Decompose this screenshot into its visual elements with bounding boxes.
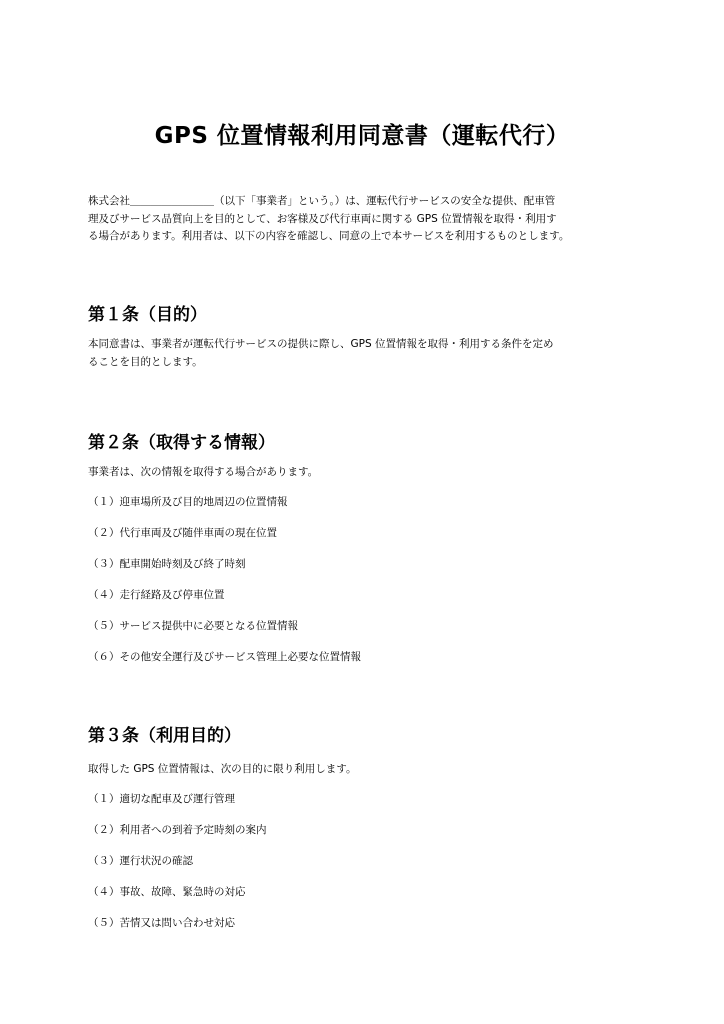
- article1-body: [88, 336, 553, 371]
- intro-paragraph: [88, 193, 569, 246]
- document-title: GPS 位置情報利用同意書（運転代行）: [154, 123, 570, 149]
- article3-heading: 第３条（利用目的）: [88, 726, 241, 746]
- list-item: （２）代行車両及び随伴車両の現在位置: [88, 527, 277, 539]
- intro-line: る場合があります。利用者は、以下の内容を確認し、同意の上で本サービスを利用するものとします。: [88, 230, 570, 242]
- article2-heading: 第２条（取得する情報）: [88, 433, 275, 453]
- article2-list: [88, 495, 361, 681]
- list-item: （５）サービス提供中に必要となる位置情報: [88, 620, 298, 632]
- list-item: （２）利用者への到着予定時刻の案内: [88, 824, 267, 836]
- list-item: （１）適切な配車及び運行管理: [88, 793, 235, 805]
- article1-body-line: ることを目的とします。: [88, 355, 203, 368]
- list-item: （４）事故、故障、緊急時の対応: [88, 886, 246, 898]
- list-item: （１）迎車場所及び目的地周辺の位置情報: [88, 496, 288, 508]
- list-item: （６）その他安全運行及びサービス管理上必要な位置情報: [88, 651, 361, 663]
- list-item: （３）運行状況の確認: [88, 855, 193, 867]
- article3-lead: 取得した GPS 位置情報は、次の目的に限り利用します。: [88, 763, 357, 775]
- article2-lead: 事業者は、次の情報を取得する場合があります。: [88, 466, 319, 478]
- list-item: （３）配車開始時刻及び終了時刻: [88, 558, 246, 570]
- article3-list: [88, 792, 267, 947]
- intro-line: 株式会社＿＿＿＿＿＿＿＿（以下「事業者」という。）は、運転代行サービスの安全な提供、配車管: [88, 195, 556, 207]
- intro-line: 理及びサービス品質向上を目的として、お客様及び代行車両に関する GPS 位置情報を取得・利用す: [88, 212, 557, 225]
- list-item: （４）走行経路及び停車位置: [88, 589, 225, 601]
- article1-heading: 第１条（目的）: [88, 305, 207, 325]
- list-item: （５）苦情又は問い合わせ対応: [88, 917, 235, 929]
- article1-body-line: 本同意書は、事業者が運転代行サービスの提供に際し、GPS 位置情報を取得・利用する条件を定め: [88, 338, 554, 350]
